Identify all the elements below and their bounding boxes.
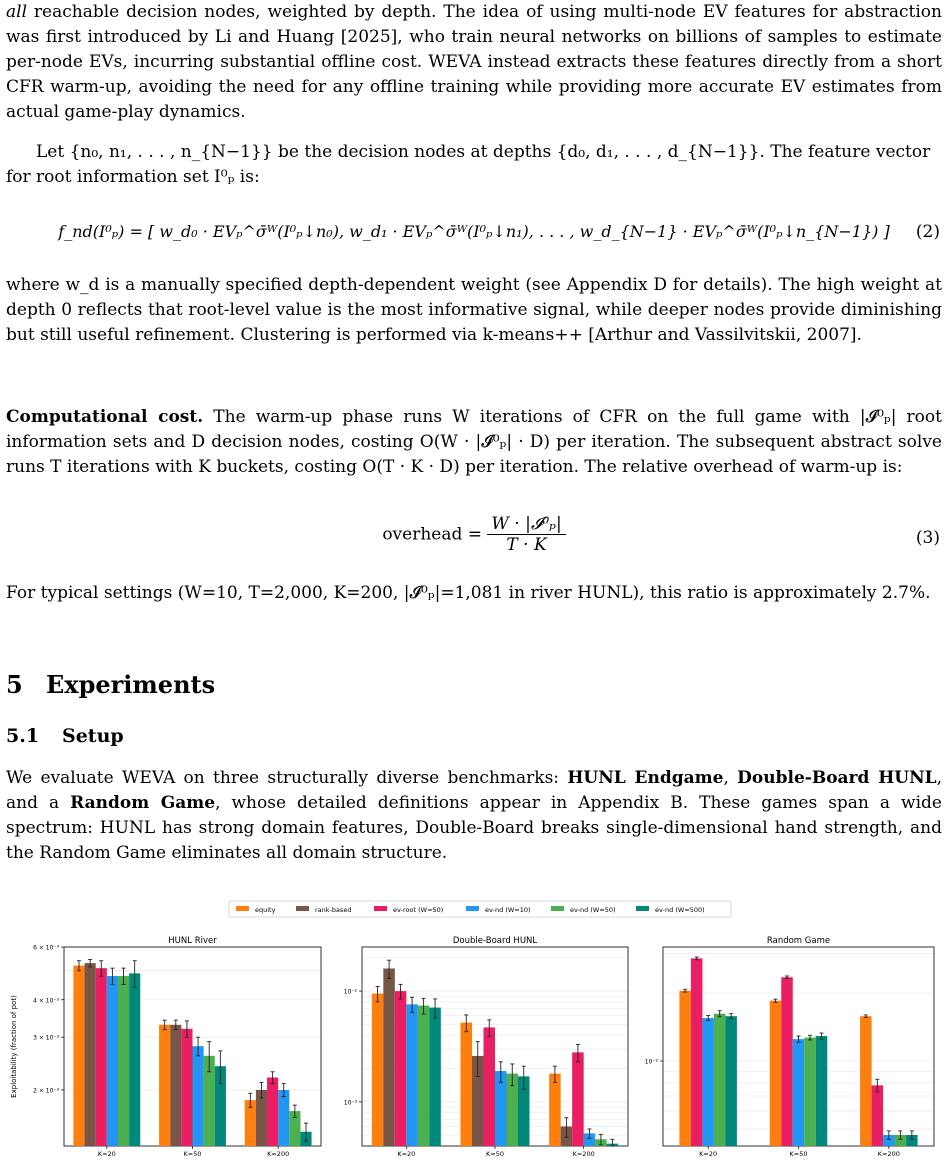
legend-swatch bbox=[551, 906, 564, 911]
bar bbox=[107, 976, 118, 1146]
bar bbox=[725, 1016, 737, 1146]
chart-title: HUNL River bbox=[168, 936, 217, 946]
paragraph-text: The warm-up phase runs W iterations of CFR on the full game with |𝓘⁰ₚ| root information sets and D decision nodes, costing O(W · |𝓘⁰ₚ| · D) per iteration. The subsequent abstract solve runs T iterations with K buckets, costing O(T · K · D) per iteration. The relative overhead of warm-up is: bbox=[6, 407, 942, 477]
figure-exploitability-charts bbox=[0, 895, 948, 1163]
section-heading-experiments bbox=[6, 670, 215, 699]
legend-swatch bbox=[466, 906, 479, 911]
fraction-numerator: W · |𝓘⁰ₚ| bbox=[487, 514, 565, 535]
y-tick-label: 4 × 10⁻³ bbox=[33, 997, 59, 1005]
chart-title: Double-Board HUNL bbox=[452, 936, 538, 946]
italic-lead: all bbox=[6, 2, 28, 22]
equation-body: f_nd(I⁰ₚ) = [ w_d₀ · EVₚ^σ̄ᵂ(I⁰ₚ↓n₀), w_d₁ · EVₚ^σ̄ᵂ(I⁰ₚ↓n₁), . . . , w_d_{N−1} · EVₚ^σ̄ᵂ(I⁰ₚ↓n_{N−1}) ] bbox=[58, 222, 890, 241]
legend-swatch bbox=[236, 906, 249, 911]
benchmark-name-random-game: Random Game bbox=[70, 793, 216, 813]
bar bbox=[73, 966, 84, 1146]
equation-3 bbox=[6, 514, 942, 566]
x-tick-label: K=20 bbox=[97, 1150, 116, 1158]
bar bbox=[770, 1001, 782, 1146]
bar bbox=[193, 1046, 204, 1146]
y-tick-label: 10⁻² bbox=[343, 988, 357, 996]
paragraph-text: , and a bbox=[6, 768, 942, 813]
chart-panel bbox=[344, 936, 628, 1158]
bar bbox=[418, 1006, 430, 1146]
bar bbox=[85, 963, 96, 1146]
bar bbox=[549, 1074, 561, 1146]
paragraph-computational-cost bbox=[6, 405, 942, 480]
bar bbox=[702, 1018, 714, 1146]
x-tick-label: K=50 bbox=[486, 1150, 504, 1158]
bar bbox=[278, 1090, 289, 1146]
x-tick-label: K=20 bbox=[397, 1150, 416, 1158]
bar bbox=[96, 968, 107, 1146]
y-tick-label: 10⁻³ bbox=[343, 1099, 357, 1107]
legend-swatch bbox=[374, 906, 387, 911]
bar bbox=[406, 1004, 418, 1146]
equation-number: (3) bbox=[915, 528, 940, 548]
bar bbox=[429, 1008, 441, 1146]
bar bbox=[816, 1036, 828, 1146]
paragraph-text: For typical settings (W=10, T=2,000, K=200, |𝓘⁰ₚ|=1,081 in river HUNL), this ratio is approximately 2.7%. bbox=[6, 583, 931, 603]
equation-lhs: overhead = bbox=[382, 524, 483, 545]
bar bbox=[714, 1014, 726, 1146]
y-tick-label: 3 × 10⁻³ bbox=[33, 1034, 59, 1042]
x-tick-label: K=20 bbox=[699, 1150, 718, 1158]
equation-2 bbox=[6, 222, 942, 250]
paragraph-text: , bbox=[723, 768, 738, 788]
legend-label: ev-root (W=50) bbox=[393, 906, 444, 914]
equation-body bbox=[6, 514, 942, 555]
x-tick-label: K=200 bbox=[572, 1150, 595, 1158]
subsection-title: Setup bbox=[62, 725, 124, 747]
paragraph-text: where w_d is a manually specified depth-dependent weight (see Appendix D for details). The high weight at depth 0 reflects that root-level value is the most informative signal, while deeper nodes provide diminishing but still useful refinement. Clustering is performed via k-means++ [Arthur and Vassilvitskii, 2007]. bbox=[6, 275, 942, 345]
x-tick-label: K=200 bbox=[877, 1150, 900, 1158]
bar bbox=[804, 1038, 816, 1146]
paragraph-typical-settings bbox=[6, 581, 942, 606]
legend-swatch bbox=[636, 906, 649, 911]
paragraph-weva-intro bbox=[6, 0, 942, 125]
benchmark-name-double-board: Double-Board HUNL bbox=[737, 768, 937, 788]
chart-panel bbox=[645, 936, 934, 1158]
y-axis-label: Exploitability (fraction of pot) bbox=[10, 995, 18, 1098]
legend-label: equity bbox=[255, 906, 276, 914]
paragraph-text-a: Let {n₀, n₁, . . . , n_{N−1}} be the decision nodes at depths {d₀, d₁, . . . , d_{N−1}}. The feature vector bbox=[36, 142, 931, 162]
paragraph-feature-vector-intro-cont bbox=[6, 165, 942, 190]
bar bbox=[484, 1027, 496, 1146]
bar bbox=[461, 1023, 473, 1146]
bar bbox=[129, 973, 140, 1146]
paragraph-benchmarks bbox=[6, 766, 942, 866]
bar bbox=[267, 1078, 278, 1146]
bar bbox=[181, 1029, 192, 1146]
paragraph-text: reachable decision nodes, weighted by depth. The idea of using multi-node EV features for abstraction was first introduced by Li and Huang [2025], who train neural networks on billions of samples to estimate per-node EVs, incurring substantial offline cost. WEVA instead extracts these features directly from a short CFR warm-up, avoiding the need for any offline training while providing more accurate EV estimates from actual game-play dynamics. bbox=[6, 2, 942, 122]
x-tick-label: K=200 bbox=[267, 1150, 290, 1158]
chart-svg bbox=[0, 895, 948, 1163]
paragraph-heading: Computational cost. bbox=[6, 407, 204, 427]
bar bbox=[170, 1025, 181, 1146]
bar bbox=[793, 1039, 805, 1146]
section-title: Experiments bbox=[46, 670, 216, 699]
bar bbox=[372, 994, 384, 1146]
legend-label: ev-nd (W=500) bbox=[655, 906, 705, 914]
legend-label: ev-nd (W=10) bbox=[485, 906, 531, 914]
paragraph-text: We evaluate WEVA on three structurally diverse benchmarks: bbox=[6, 768, 568, 788]
legend-swatch bbox=[296, 906, 309, 911]
bar bbox=[691, 958, 703, 1146]
chart-title: Random Game bbox=[766, 936, 831, 946]
benchmark-name-hunl-endgame: HUNL Endgame bbox=[567, 768, 724, 788]
bar bbox=[781, 977, 793, 1146]
fraction-denominator: T · K bbox=[506, 535, 547, 555]
legend-label: ev-nd (W=50) bbox=[570, 906, 616, 914]
equation-fraction bbox=[487, 514, 565, 555]
paragraph-text-b: for root information set I⁰ₚ is: bbox=[6, 167, 260, 187]
bar bbox=[679, 991, 691, 1146]
section-number: 5 bbox=[6, 670, 23, 699]
bar bbox=[395, 991, 407, 1146]
x-tick-label: K=50 bbox=[789, 1150, 808, 1158]
bar bbox=[860, 1016, 872, 1146]
bar bbox=[118, 976, 129, 1146]
chart-panel bbox=[10, 936, 321, 1158]
y-tick-label: 2 × 10⁻³ bbox=[33, 1087, 59, 1095]
paragraph-depth-weight bbox=[6, 273, 942, 348]
legend-label: rank-based bbox=[315, 906, 352, 914]
paragraph-text: , whose detailed definitions appear in Appendix B. These games span a wide spectrum: HUNL has strong domain features, Double-Board breaks single-dimensional hand strength, and the Random Game eliminates all domain structure. bbox=[6, 793, 942, 863]
bar bbox=[383, 968, 395, 1146]
equation-number: (2) bbox=[915, 222, 940, 242]
y-tick-label: 10⁻² bbox=[644, 1058, 658, 1066]
x-tick-label: K=50 bbox=[183, 1150, 202, 1158]
bar bbox=[159, 1025, 170, 1146]
subsection-number: 5.1 bbox=[6, 725, 40, 747]
paragraph-feature-vector-intro bbox=[6, 140, 942, 165]
y-tick-label: 6 × 10⁻³ bbox=[33, 944, 59, 952]
bar bbox=[572, 1052, 584, 1146]
subsection-heading-setup bbox=[6, 725, 124, 747]
bar bbox=[872, 1085, 884, 1146]
